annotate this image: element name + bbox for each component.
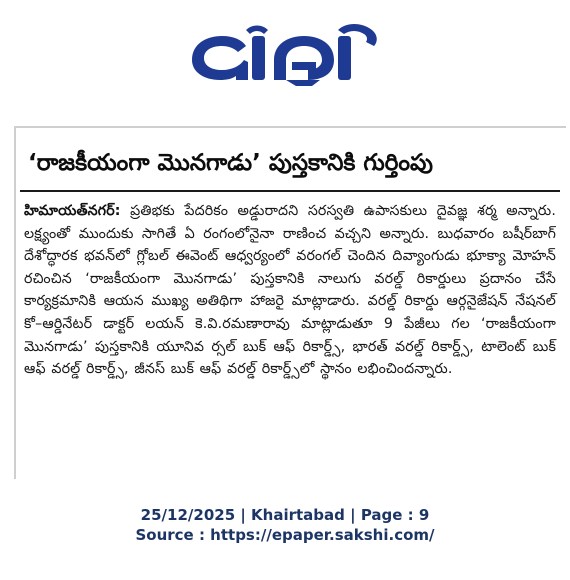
clipping-border-top bbox=[14, 126, 566, 128]
article-text: ప్రతిభకు పేదరికం అడ్డురాదని సరస్వతి ఉపాసకులు దైవజ్ఞ శర్మ అన్నారు. లక్ష్యంతో ముందుకు సాగితే ఏ రంగంలోనైనా రాణించ వచ్చని అన్నారు. బుధవారం బషీర్‌బాగ్ దేశోద్ధారక భవన్‌లో గ్లోబల్ ఈవెంట్ ఆధ్వర్యంలో వరంగల్ చెందిన దివ్యాంగుడు భూక్యా మోహన్ రచించిన ‘రాజకీయంగా మొనగాడు’ పుస్తకానికి నాలుగు వరల్డ్ రికార్డులు ప్రదానం చేసే కార్యక్రమానికి ఆయన ముఖ్య అతిథిగా హాజరై మాట్లాడారు. వరల్డ్ రికార్డు ఆర్గనైజేషన్ నేషనల్ కో–ఆర్డినేటర్ డాక్టర్ లయన్ కె.వి.రమణారావు మాట్లాడుతూ 9 పేజీలు గల ‘రాజకీయంగా మొనగాడు’ పుస్తకానికి యూనివ ర్సల్ బుక్ ఆఫ్ రికార్డ్స్, భారత్ వరల్డ్ రికార్డ్స్, టాలెంట్ బుక్ ఆఫ్ వరల్డ్ రికార్డ్స్, జీనస్ బుక్ ఆఫ్ వరల్డ్ రికార్డ్స్‌లో స్థానం లభించిందన్నారు. bbox=[24, 203, 556, 378]
sakshi-logo-icon bbox=[188, 22, 384, 88]
clipping-footer bbox=[0, 505, 570, 545]
article-dateline: హిమాయత్‌నగర్: bbox=[24, 203, 121, 219]
footer-date-location-page: 25/12/2025 | Khairtabad | Page : 9 bbox=[140, 506, 430, 524]
sakshi-logo bbox=[188, 22, 384, 88]
article-headline: ‘రాజకీయంగా మొనగాడు’ పుస్తకానికి గుర్తింపు bbox=[28, 150, 433, 176]
clipping-border-left bbox=[14, 126, 16, 479]
article-paragraph bbox=[24, 200, 556, 381]
footer-source-link[interactable]: Source : https://epaper.sakshi.com/ bbox=[135, 526, 435, 544]
headline-divider bbox=[20, 190, 560, 192]
article-body bbox=[24, 200, 556, 381]
